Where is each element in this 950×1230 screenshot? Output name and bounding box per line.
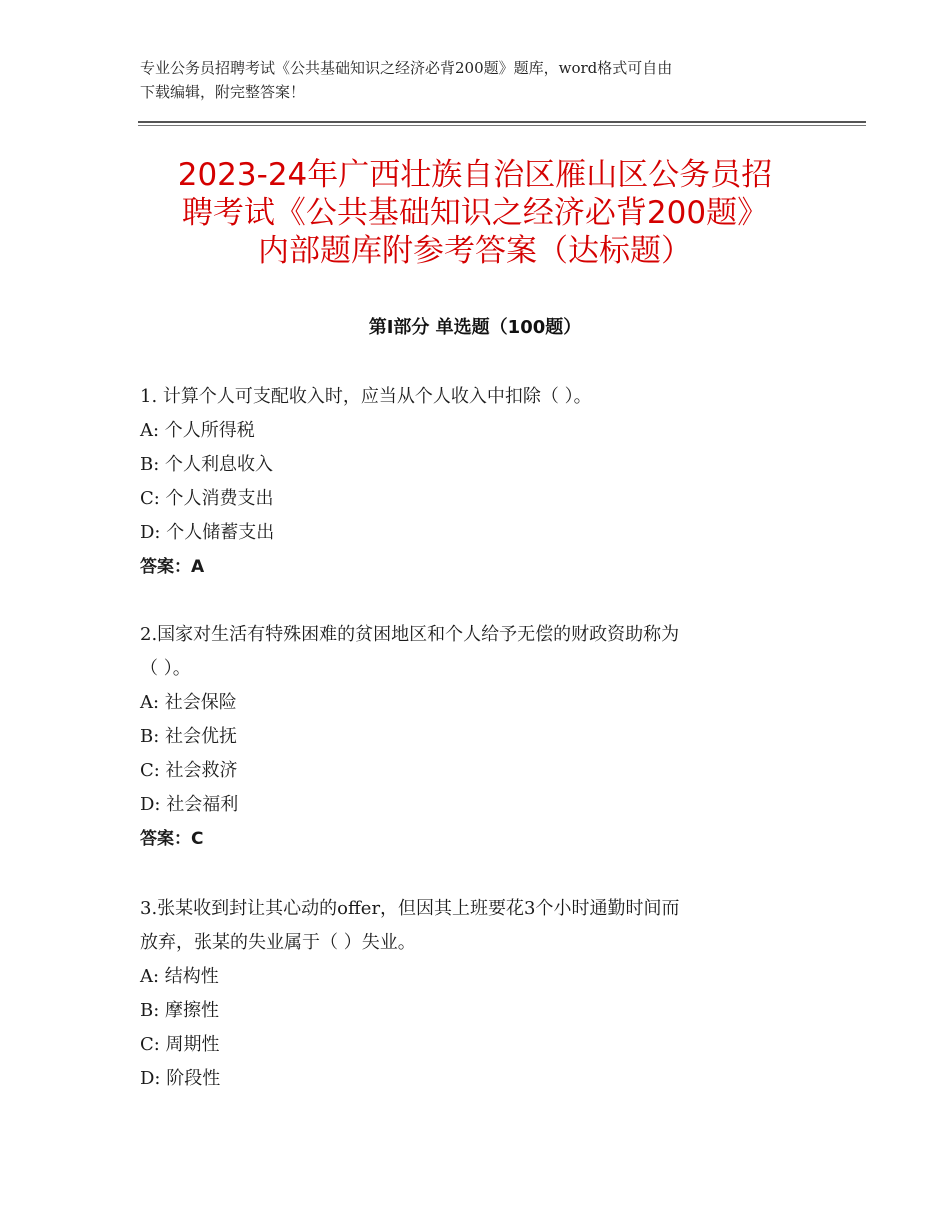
answer: 答案：C: [140, 829, 204, 849]
option-a: A: 结构性: [140, 966, 219, 987]
header-note: 专业公务员招聘考试《公共基础知识之经济必背200题》题库，word格式可自由 下载编辑，附完整答案！: [140, 59, 673, 101]
option-d: D: 社会福利: [140, 794, 239, 815]
option-b: B: 摩擦性: [140, 1000, 220, 1021]
option-b: B: 社会优抚: [140, 726, 238, 747]
option-a: A: 个人所得税: [140, 420, 255, 441]
title-line-2: 聘考试《公共基础知识之经济必背200题》: [181, 195, 769, 231]
option-c: C: 社会救济: [140, 760, 238, 781]
section-heading: 第Ⅰ部分 单选题（100题）: [368, 317, 582, 338]
question-stem: 1. 计算个人可支配收入时，应当从个人收入中扣除（ ）。: [140, 386, 592, 407]
title-line-1: 2023-24年广西壮族自治区雁山区公务员招: [177, 157, 773, 193]
option-c: C: 个人消费支出: [140, 488, 274, 509]
document-title: [120, 156, 830, 270]
answer: 答案：A: [140, 557, 205, 577]
header-divider: [138, 121, 866, 123]
question-3: [140, 892, 820, 1096]
option-a: A: 社会保险: [140, 692, 237, 713]
option-b: B: 个人利息收入: [140, 454, 274, 475]
question-stem: 2.国家对生活有特殊困难的贫困地区和个人给予无偿的财政资助称为 （ ）。: [140, 624, 680, 679]
header-divider-thin: [138, 125, 866, 126]
option-d: D: 阶段性: [140, 1068, 221, 1089]
question-1: [140, 380, 820, 584]
question-stem: 3.张某收到封让其心动的offer，但因其上班要花3个小时通勤时间而 放弃，张某的失业属于（ ）失业。: [140, 898, 680, 953]
title-line-3: 内部题库附参考答案（达标题）: [258, 233, 692, 269]
option-d: D: 个人储蓄支出: [140, 522, 275, 543]
question-2: [140, 618, 820, 856]
option-c: C: 周期性: [140, 1034, 220, 1055]
